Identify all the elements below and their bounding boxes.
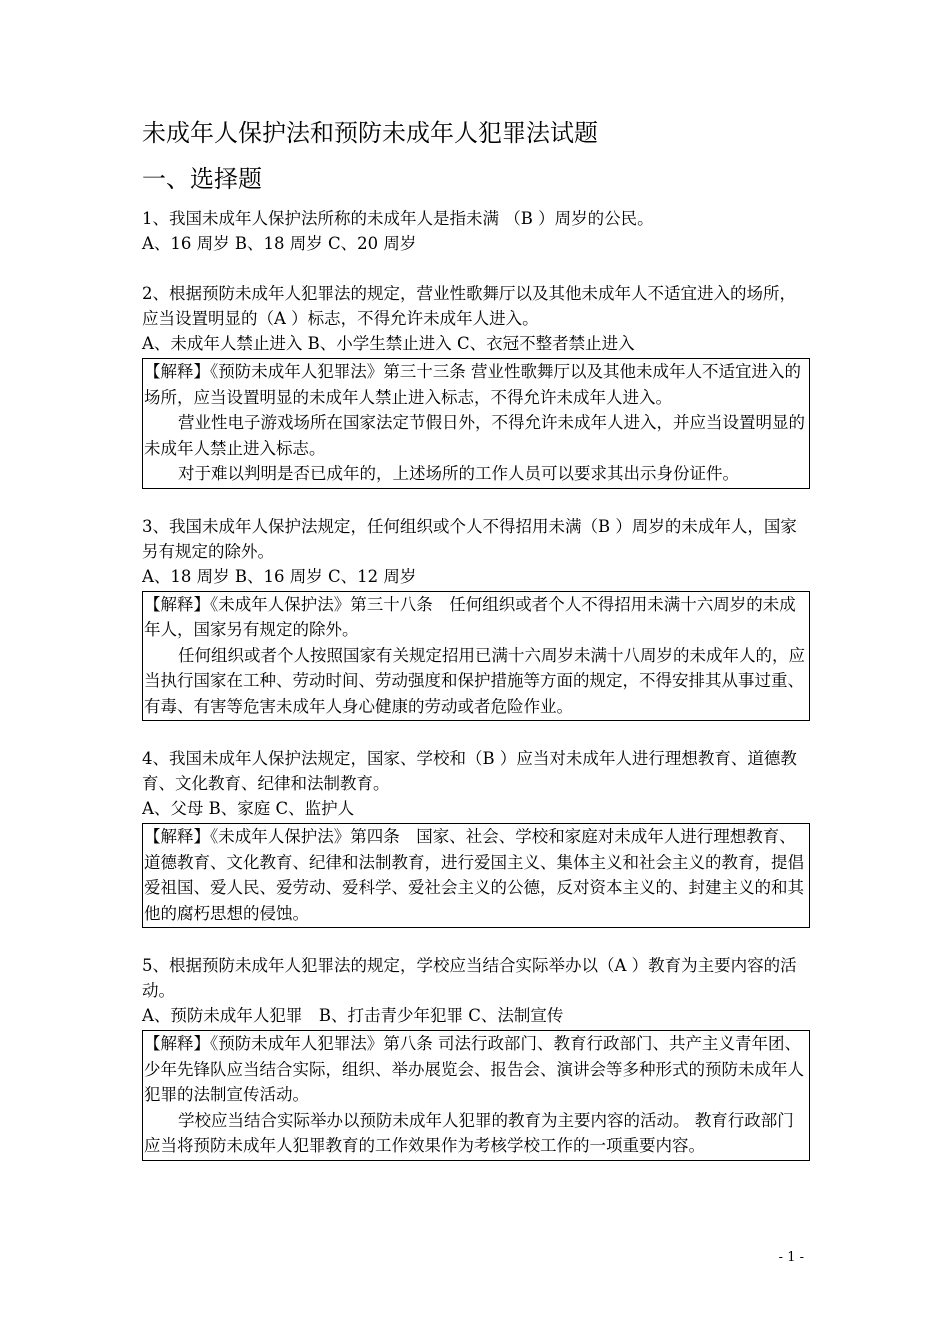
question-options: A、父母 B、家庭 C、监护人 <box>142 799 355 818</box>
question-options: A、16 周岁 B、18 周岁 C、20 周岁 <box>142 234 417 253</box>
explanation-paragraph: 营业性电子游戏场所在国家法定节假日外，不得允许未成年人进入，并应当设置明显的未成年人禁止进入标志。 <box>144 413 805 458</box>
explanation-box <box>142 591 810 722</box>
question-text: 3、我国未成年人保护法规定，任何组织或个人不得招用未满（B ）周岁的未成年人，国家另有规定的除外。 <box>142 516 797 561</box>
spacer <box>142 928 810 953</box>
explanation-box <box>142 1030 810 1161</box>
spacer <box>142 721 810 746</box>
explanation-box <box>142 358 810 489</box>
question-text: 1、我国未成年人保护法所称的未成年人是指未满 （B ）周岁的公民。 <box>142 209 654 228</box>
question-text: 2、根据预防未成年人犯罪法的规定，营业性歌舞厅以及其他未成年人不适宜进入的场所，应当设置明显的（A ）标志，不得允许未成年人进入。 <box>142 284 796 328</box>
question-2 <box>142 281 810 356</box>
section-heading: 一、选择题 <box>142 165 262 193</box>
question-options: A、18 周岁 B、16 周岁 C、12 周岁 <box>142 566 417 586</box>
question-text: 4、我国未成年人保护法规定，国家、学校和（B ）应当对未成年人进行理想教育、道德教育、文化教育、纪律和法制教育。 <box>142 749 797 793</box>
question-options: A、预防未成年人犯罪 B、打击青少年犯罪 C、法制宣传 <box>142 1006 564 1025</box>
question-4 <box>142 746 810 821</box>
explanation-box <box>142 823 810 928</box>
question-text: 5、根据预防未成年人犯罪法的规定，学校应当结合实际举办以（A ）教育为主要内容的活动。 <box>142 956 797 1000</box>
explanation-paragraph: 【解释】《预防未成年人犯罪法》第三十三条 营业性歌舞厅以及其他未成年人不适宜进入的场所，应当设置明显的未成年人禁止进入标志，不得允许未成年人进入。 <box>144 362 801 407</box>
document-title: 未成年人保护法和预防未成年人犯罪法试题 <box>142 119 598 147</box>
question-options: A、未成年人禁止进入 B、小学生禁止进入 C、衣冠不整者禁止进入 <box>142 334 635 353</box>
explanation-paragraph: 任何组织或者个人按照国家有关规定招用已满十六周岁未满十八周岁的未成年人的，应当执行国家在工种、劳动时间、劳动强度和保护措施等方面的规定，不得安排其从事过重、有毒、有害等危害未成年人身心健康的劳动或者危险作业。 <box>144 645 805 716</box>
page-number: - 1 - <box>778 1250 804 1265</box>
explanation-paragraph: 【解释】《预防未成年人犯罪法》第八条 司法行政部门、教育行政部门、共产主义青年团、少年先锋队应当结合实际，组织、举办展览会、报告会、演讲会等多种形式的预防未成年人犯罪的法制宣传活动。 <box>144 1034 804 1104</box>
question-1 <box>142 206 810 256</box>
explanation-paragraph: 【解释】《未成年人保护法》第三十八条 任何组织或者个人不得招用未满十六周岁的未成年人，国家另有规定的除外。 <box>144 594 796 639</box>
explanation-paragraph: 对于难以判明是否已成年的，上述场所的工作人员可以要求其出示身份证件。 <box>178 464 739 483</box>
explanation-paragraph: 学校应当结合实际举办以预防未成年人犯罪的教育为主要内容的活动。 教育行政部门应当将预防未成年人犯罪教育的工作效果作为考核学校工作的一项重要内容。 <box>144 1110 794 1155</box>
document-page <box>142 116 810 1161</box>
spacer <box>142 489 810 514</box>
spacer <box>142 256 810 281</box>
question-5 <box>142 953 810 1028</box>
explanation-paragraph: 【解释】《未成年人保护法》第四条 国家、社会、学校和家庭对未成年人进行理想教育、道德教育、文化教育、纪律和法制教育，进行爱国主义、集体主义和社会主义的教育，提倡爱祖国、爱人民、爱劳动、爱科学、爱社会主义的公德，反对资本主义的、封建主义的和其他的腐朽思想的侵蚀。 <box>144 827 804 923</box>
question-3 <box>142 514 810 589</box>
